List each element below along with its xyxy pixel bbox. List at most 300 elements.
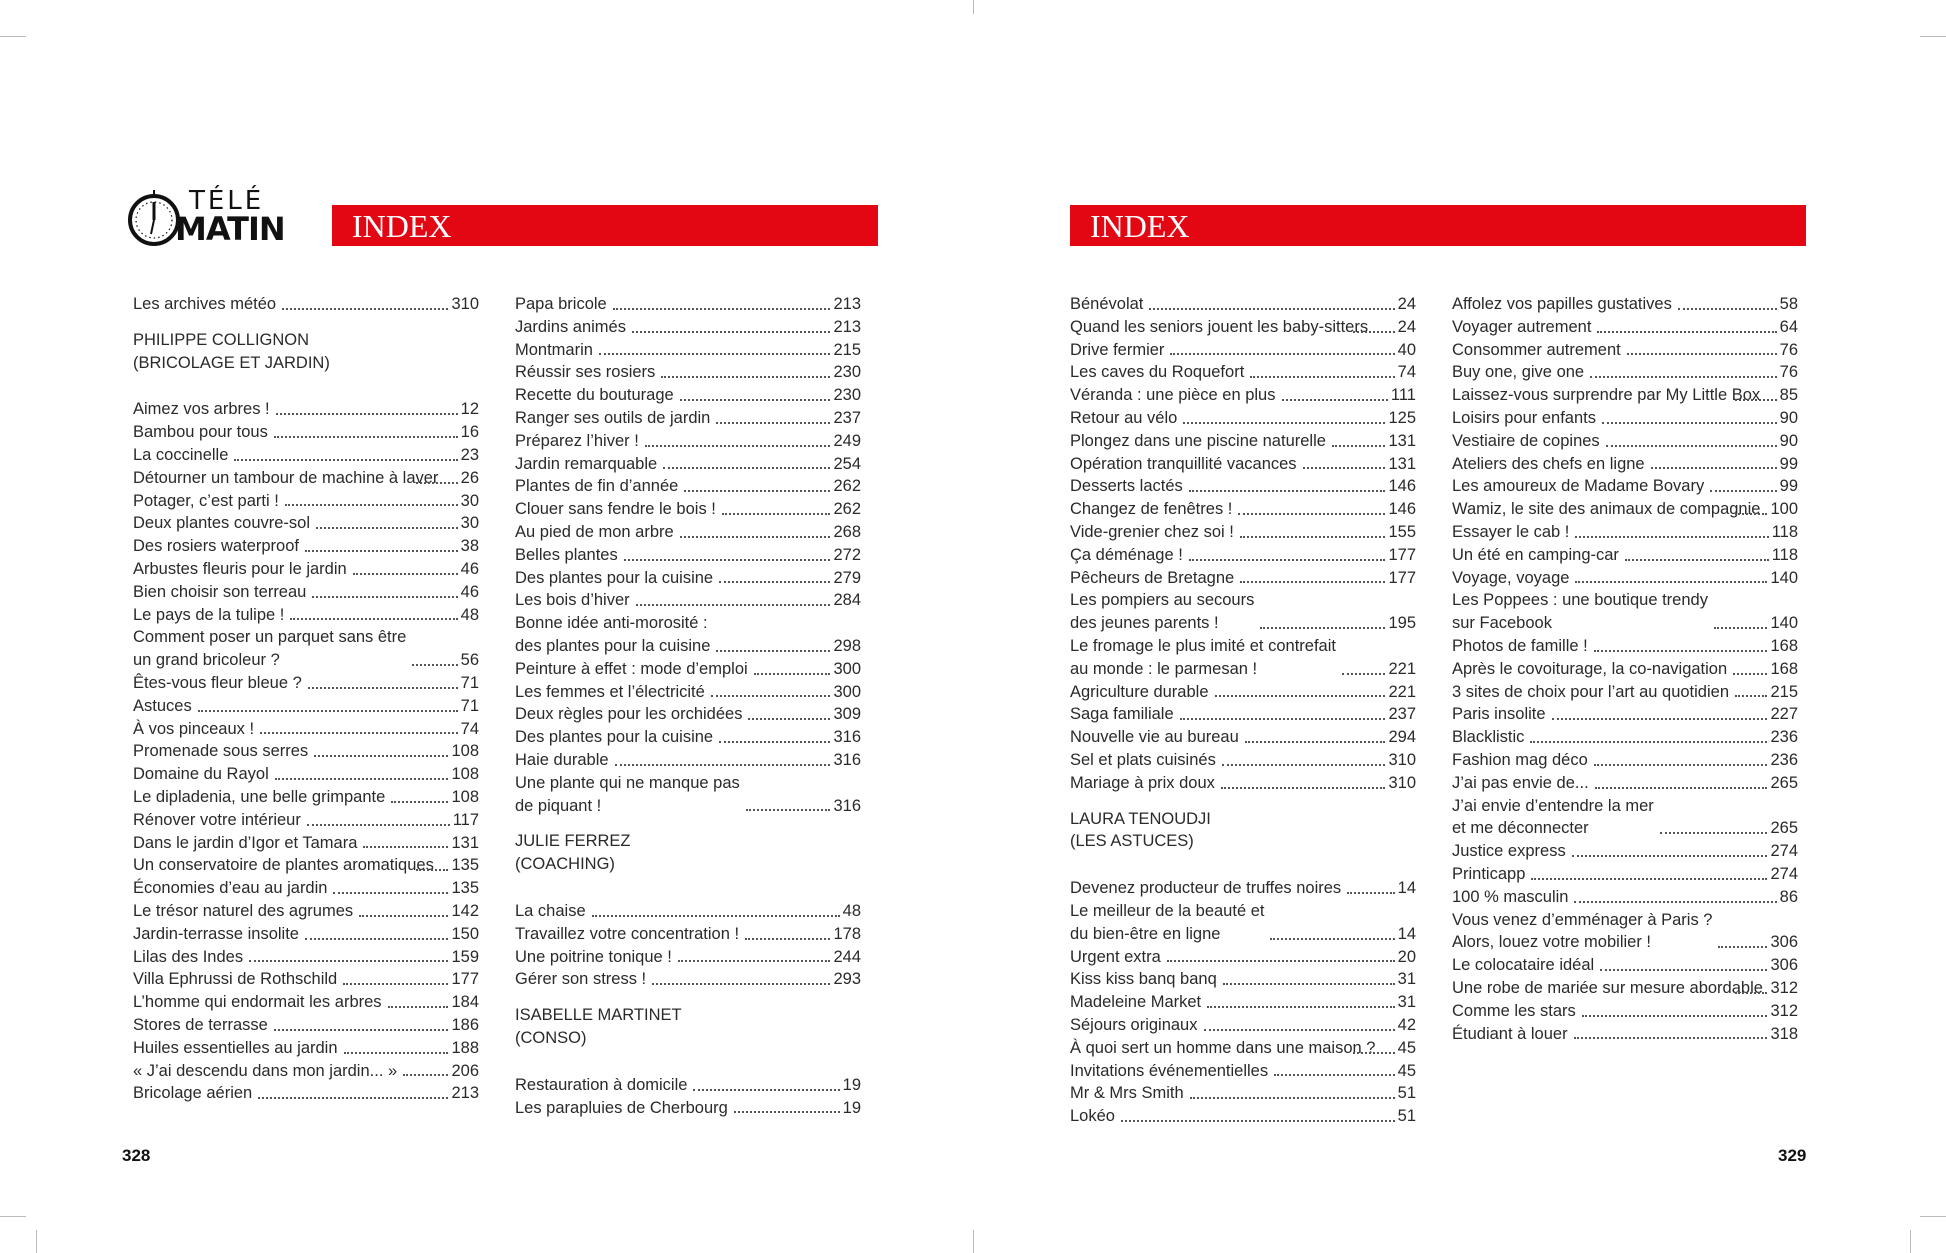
entry-title-line: Bien choisir son terreau [133, 582, 307, 601]
entry-title-line: Un été en camping-car [1452, 545, 1619, 564]
entry-title [515, 703, 742, 726]
dot-leader [1149, 308, 1394, 310]
index-entry [133, 786, 479, 809]
entry-title-line: Drive fermier [1070, 340, 1165, 359]
index-entry [1070, 475, 1416, 498]
entry-title [1452, 1000, 1576, 1023]
entry-title-line: Rénover votre intérieur [133, 810, 301, 829]
dot-leader [333, 892, 448, 894]
dot-leader [274, 1029, 449, 1031]
index-entry [515, 658, 861, 681]
entry-title-line: Dans le jardin d’Igor et Tamara [133, 833, 358, 852]
index-entry [133, 467, 479, 490]
dot-leader [1245, 741, 1386, 743]
entry-title-line: Les parapluies de Cherbourg [515, 1098, 728, 1117]
entry-title-line: Photos de famille ! [1452, 636, 1588, 655]
index-entry [1452, 339, 1798, 362]
dot-leader [276, 413, 458, 415]
index-entry [1452, 635, 1798, 658]
entry-page-number: 237 [833, 408, 861, 427]
entry-page-number: 12 [460, 400, 479, 419]
left-index-banner [332, 205, 878, 246]
entry-title-line: un grand bricoleur ? [133, 651, 280, 670]
entry-title-line: L’homme qui endormait les arbres [133, 993, 382, 1012]
index-entry [133, 1060, 479, 1083]
entry-title-line: Stores de terrasse [133, 1015, 268, 1034]
entry-title-line: Agriculture durable [1070, 682, 1209, 701]
entry-title [1070, 1060, 1268, 1083]
section-heading [515, 830, 861, 876]
entry-title-line: Astuces [133, 696, 192, 715]
entry-title-line: Lokéo [1070, 1107, 1115, 1126]
entry-page-number: 30 [460, 491, 479, 510]
entry-page-number: 135 [451, 856, 479, 875]
index-entry [1070, 749, 1416, 772]
entry-page-number: 279 [833, 568, 861, 587]
entry-title [1070, 498, 1232, 521]
index-entry [1452, 521, 1798, 544]
index-entry [1452, 1023, 1798, 1046]
entry-title [133, 444, 228, 467]
entry-page-number: 20 [1397, 947, 1416, 966]
entry-page-number: 262 [833, 500, 861, 519]
section-heading [1070, 808, 1416, 854]
dot-leader [1180, 718, 1386, 720]
entry-title-line: Véranda : une pièce en plus [1070, 386, 1276, 405]
entry-title-line: Peinture à effet : mode d’emploi [515, 659, 748, 678]
entry-page-number: 135 [451, 879, 479, 898]
entry-title [515, 749, 609, 772]
entry-title-line: Potager, c’est parti ! [133, 491, 279, 510]
crop-mark [36, 1230, 37, 1253]
logo-line2: MATIN [175, 210, 285, 248]
entry-title [1452, 749, 1588, 772]
right-index-title: INDEX [1090, 208, 1190, 244]
dot-leader [1572, 855, 1768, 857]
entry-page-number: 118 [1771, 522, 1798, 541]
section-heading-line: PHILIPPE COLLIGNON [133, 330, 310, 349]
index-entry [515, 544, 861, 567]
dot-leader [1189, 490, 1386, 492]
entry-title [1452, 521, 1569, 544]
entry-title-line: Kiss kiss banq banq [1070, 970, 1217, 989]
entry-title-line: Essayer le cab ! [1452, 522, 1570, 541]
entry-page-number: 274 [1770, 864, 1798, 883]
entry-title-line: Madeleine Market [1070, 993, 1202, 1012]
entry-title [1452, 726, 1524, 749]
index-entry [133, 672, 479, 695]
entry-title [515, 567, 713, 590]
dot-leader [722, 513, 831, 515]
index-entry [133, 900, 479, 923]
index-entry [1452, 886, 1798, 909]
entry-title [1070, 339, 1164, 362]
entry-page-number: 118 [1771, 545, 1798, 564]
entry-title-line: Lilas des Indes [133, 947, 244, 966]
entry-title-line: Promenade sous serres [133, 742, 309, 761]
section-heading-line: (CONSO) [515, 1028, 587, 1047]
dot-leader [343, 983, 448, 985]
dot-leader [305, 550, 458, 552]
entry-page-number: 76 [1779, 340, 1798, 359]
entry-title [1070, 567, 1234, 590]
dot-leader [1574, 901, 1776, 903]
index-entry [1070, 453, 1416, 476]
entry-page-number: 40 [1397, 340, 1416, 359]
entry-page-number: 254 [833, 454, 861, 473]
index-entry [1070, 991, 1416, 1014]
index-entry [133, 535, 479, 558]
entry-title [1452, 384, 1761, 407]
crop-mark [973, 0, 974, 14]
entry-page-number: 168 [1770, 659, 1798, 678]
entry-title-line: Arbustes fleuris pour le jardin [133, 559, 347, 578]
entry-page-number: 244 [833, 947, 861, 966]
entry-page-number: 309 [833, 705, 861, 724]
entry-title-line: Desserts lactés [1070, 477, 1183, 496]
entry-title-line: Saga familiale [1070, 705, 1174, 724]
entry-page-number: 206 [451, 1061, 479, 1080]
entry-page-number: 140 [1770, 568, 1798, 587]
index-entry [1452, 909, 1798, 955]
section-heading-line: LAURA TENOUDJI [1070, 809, 1211, 828]
index-entry [1452, 977, 1798, 1000]
entry-title [133, 809, 301, 832]
entry-page-number: 131 [1388, 454, 1416, 473]
entry-title [1070, 384, 1276, 407]
entry-page-number: 146 [1388, 500, 1416, 519]
index-entry [515, 1074, 861, 1097]
entry-page-number: 215 [1770, 682, 1798, 701]
entry-title [515, 293, 607, 316]
entry-title [133, 1082, 252, 1105]
entry-title [1070, 1037, 1376, 1060]
crop-mark [973, 1230, 974, 1253]
entry-page-number: 14 [1397, 879, 1416, 898]
entry-page-number: 300 [833, 682, 861, 701]
entry-title-line: Comme les stars [1452, 1001, 1576, 1020]
entry-title [133, 604, 284, 627]
crop-mark [0, 1216, 26, 1217]
entry-title-line: Montmarin [515, 340, 593, 359]
dot-leader [734, 1111, 840, 1113]
entry-title [1452, 567, 1569, 590]
entry-title-line: Consommer autrement [1452, 340, 1621, 359]
entry-title [133, 672, 302, 695]
entry-title-line: Au pied de mon arbre [515, 522, 674, 541]
entry-page-number: 31 [1397, 970, 1416, 989]
entry-title [133, 467, 439, 490]
index-entry [133, 398, 479, 421]
entry-title-line: Des plantes pour la cuisine [515, 728, 714, 747]
tele-matin-logo [127, 188, 287, 250]
entry-page-number: 19 [842, 1098, 861, 1117]
entry-page-number: 186 [451, 1015, 479, 1034]
entry-title-line: Voyager autrement [1452, 317, 1592, 336]
index-entry [1070, 946, 1416, 969]
entry-title-line: Un conservatoire de plantes aromatiques [133, 856, 434, 875]
dot-leader [416, 482, 458, 484]
entry-page-number: 155 [1388, 522, 1416, 541]
index-entry [1452, 544, 1798, 567]
entry-title [515, 900, 586, 923]
entry-title-line: Le pays de la tulipe ! [133, 605, 285, 624]
index-entry [1452, 658, 1798, 681]
entry-title-line: Jardin remarquable [515, 454, 658, 473]
entry-title [133, 877, 327, 900]
dot-leader [1250, 376, 1394, 378]
entry-title-line: Êtes-vous fleur bleue ? [133, 673, 302, 692]
index-entry [1070, 1060, 1416, 1083]
entry-title [1452, 498, 1761, 521]
index-entry [133, 293, 479, 316]
entry-page-number: 90 [1779, 408, 1798, 427]
dot-leader [1222, 764, 1386, 766]
entry-page-number: 74 [1397, 363, 1416, 382]
index-entry [133, 490, 479, 513]
entry-title [515, 521, 674, 544]
entry-title-line: Gérer son stress ! [515, 970, 647, 989]
entry-title [1070, 453, 1297, 476]
entry-title [1070, 521, 1234, 544]
index-entry [133, 968, 479, 991]
entry-title-line: Bricolage aérien [133, 1084, 253, 1103]
entry-title-line: Le meilleur de la beauté et [1070, 901, 1265, 920]
index-entry [515, 612, 861, 658]
entry-title [1452, 954, 1594, 977]
index-entry [515, 681, 861, 704]
entry-title [515, 772, 740, 818]
dot-leader [719, 581, 830, 583]
entry-title [1070, 1105, 1115, 1128]
entry-title [1452, 681, 1729, 704]
entry-title-line: Buy one, give one [1452, 363, 1585, 382]
index-entry [1070, 772, 1416, 795]
index-entry [515, 703, 861, 726]
entry-title [1452, 544, 1619, 567]
dot-leader [307, 824, 450, 826]
dot-leader [1204, 1029, 1395, 1031]
index-entry [1452, 475, 1798, 498]
index-entry [515, 339, 861, 362]
entry-title [1070, 900, 1264, 946]
dot-leader [613, 308, 831, 310]
dot-leader [1189, 559, 1386, 561]
entry-title-line: Voyage, voyage [1452, 568, 1570, 587]
index-entry [133, 1014, 479, 1037]
dot-leader [1627, 353, 1777, 355]
index-entry [133, 740, 479, 763]
entry-title-line: La coccinelle [133, 445, 229, 464]
entry-title-line: Affolez vos papilles gustatives [1452, 295, 1672, 313]
entry-title [515, 968, 646, 991]
entry-page-number: 316 [833, 728, 861, 747]
index-entry [1070, 1014, 1416, 1037]
index-entry [1452, 453, 1798, 476]
entry-title-line: Laissez-vous surprendre par My Little Box [1452, 386, 1761, 405]
entry-page-number: 125 [1388, 408, 1416, 427]
entry-title-line: Des rosiers waterproof [133, 537, 299, 556]
entry-title-line: Alors, louez votre mobilier ! [1452, 933, 1651, 952]
dot-leader [632, 331, 831, 333]
index-entry [515, 726, 861, 749]
dot-leader [1170, 353, 1394, 355]
entry-page-number: 213 [833, 295, 861, 313]
entry-title [515, 1097, 728, 1120]
entry-page-number: 298 [833, 636, 861, 655]
entry-title-line: Des plantes pour la cuisine [515, 568, 714, 587]
entry-page-number: 195 [1388, 614, 1416, 633]
dot-leader [1183, 422, 1385, 424]
index-entry [133, 946, 479, 969]
entry-page-number: 46 [460, 559, 479, 578]
dot-leader [661, 376, 830, 378]
dot-leader [1207, 1006, 1394, 1008]
entry-page-number: 272 [833, 545, 861, 564]
entry-page-number: 108 [451, 765, 479, 784]
entry-title-line: Les bois d’hiver [515, 591, 630, 610]
entry-page-number: 24 [1397, 317, 1416, 336]
crop-mark [0, 36, 26, 37]
entry-title-line: Villa Ephrussi de Rothschild [133, 970, 338, 989]
dot-leader [1660, 832, 1768, 834]
dot-leader [353, 573, 458, 575]
entry-page-number: 42 [1397, 1015, 1416, 1034]
entry-title-line: À quoi sert un homme dans une maison ? [1070, 1038, 1376, 1057]
entry-page-number: 316 [833, 750, 861, 769]
dot-leader [412, 664, 457, 666]
entry-title-line: Les amoureux de Madame Bovary [1452, 477, 1705, 496]
entry-page-number: 24 [1397, 295, 1416, 313]
dot-leader [198, 710, 458, 712]
entry-title [1452, 589, 1708, 635]
dot-leader [260, 732, 458, 734]
dot-leader [746, 809, 831, 811]
dot-leader [748, 718, 830, 720]
index-entry [1070, 498, 1416, 521]
entry-title-line: Mr & Mrs Smith [1070, 1084, 1184, 1103]
dot-leader [1353, 1052, 1395, 1054]
entry-title [133, 695, 192, 718]
entry-page-number: 274 [1770, 842, 1798, 861]
entry-title [133, 786, 385, 809]
dot-leader [1530, 741, 1767, 743]
entry-title-line: Travaillez votre concentration ! [515, 924, 740, 943]
entry-title [1452, 703, 1546, 726]
left-column-1 [133, 293, 479, 1105]
index-entry [1452, 749, 1798, 772]
entry-title [133, 923, 299, 946]
entry-title [133, 740, 308, 763]
entry-page-number: 38 [460, 537, 479, 556]
dot-leader [316, 527, 458, 529]
entry-page-number: 51 [1397, 1084, 1416, 1103]
entry-page-number: 177 [1388, 545, 1416, 564]
dot-leader [680, 399, 831, 401]
dot-leader [599, 353, 831, 355]
entry-page-number: 159 [451, 947, 479, 966]
dot-leader [1595, 787, 1768, 789]
entry-title-line: des jeunes parents ! [1070, 614, 1219, 633]
section-heading-line: ISABELLE MARTINET [515, 1006, 682, 1025]
entry-page-number: 178 [833, 924, 861, 943]
entry-title-line: Vide-grenier chez soi ! [1070, 522, 1234, 541]
dot-leader [344, 1052, 449, 1054]
entry-title [1452, 635, 1588, 658]
entry-title [1452, 453, 1645, 476]
entry-page-number: 306 [1770, 956, 1798, 975]
entry-title [1452, 772, 1589, 795]
entry-title [133, 854, 434, 877]
entry-title [133, 512, 310, 535]
dot-leader [305, 938, 448, 940]
entry-page-number: 131 [1388, 431, 1416, 450]
entry-title [1452, 840, 1566, 863]
entry-page-number: 262 [833, 477, 861, 496]
right-index-banner [1070, 205, 1806, 246]
entry-title [515, 475, 678, 498]
index-entry [1070, 293, 1416, 316]
entry-title-line: La chaise [515, 901, 586, 920]
index-entry [515, 316, 861, 339]
section-heading-line: (COACHING) [515, 855, 615, 874]
entry-title-line: J’ai envie d’entendre la mer [1452, 796, 1654, 815]
left-index-title: INDEX [352, 208, 452, 244]
index-entry [1070, 567, 1416, 590]
dot-leader [285, 504, 458, 506]
crop-mark [1920, 1216, 1946, 1217]
entry-title-line: Ateliers des chefs en ligne [1452, 454, 1645, 473]
dot-leader [1594, 650, 1768, 652]
entry-title-line: Invitations événementielles [1070, 1061, 1269, 1080]
entry-title [1452, 977, 1763, 1000]
index-entry [1452, 772, 1798, 795]
entry-title-line: Bambou pour tous [133, 423, 268, 442]
entry-title-line: Une poitrine tonique ! [515, 947, 672, 966]
entry-title-line: 100 % masculin [1452, 887, 1569, 906]
dot-leader [680, 536, 831, 538]
section-heading-line: JULIE FERREZ [515, 832, 631, 851]
entry-page-number: 188 [451, 1038, 479, 1057]
entry-title-line: Domaine du Rayol [133, 765, 269, 784]
index-entry [133, 421, 479, 444]
entry-page-number: 284 [833, 591, 861, 610]
dot-leader [716, 422, 830, 424]
entry-page-number: 318 [1770, 1024, 1798, 1043]
index-entry [515, 407, 861, 430]
entry-title [133, 718, 254, 741]
dot-leader [282, 308, 448, 310]
dot-leader [1678, 308, 1777, 310]
entry-title-line: Justice express [1452, 842, 1566, 861]
entry-title [515, 658, 748, 681]
entry-title [515, 453, 657, 476]
entry-title-line: Changez de fenêtres ! [1070, 500, 1233, 519]
clock-icon [127, 188, 181, 248]
entry-title-line: Les femmes et l’électricité [515, 682, 705, 701]
entry-title [133, 1037, 338, 1060]
entry-title-line: Ranger ses outils de jardin [515, 408, 711, 427]
entry-title [515, 923, 739, 946]
entry-title [515, 316, 626, 339]
entry-title-line: « J’ai descendu dans mon jardin... » [133, 1061, 398, 1080]
index-entry [133, 695, 479, 718]
index-entry [1070, 1082, 1416, 1105]
entry-page-number: 99 [1779, 477, 1798, 496]
entry-title-line: Deux règles pour les orchidées [515, 705, 743, 724]
entry-page-number: 108 [451, 742, 479, 761]
dot-leader [249, 960, 448, 962]
